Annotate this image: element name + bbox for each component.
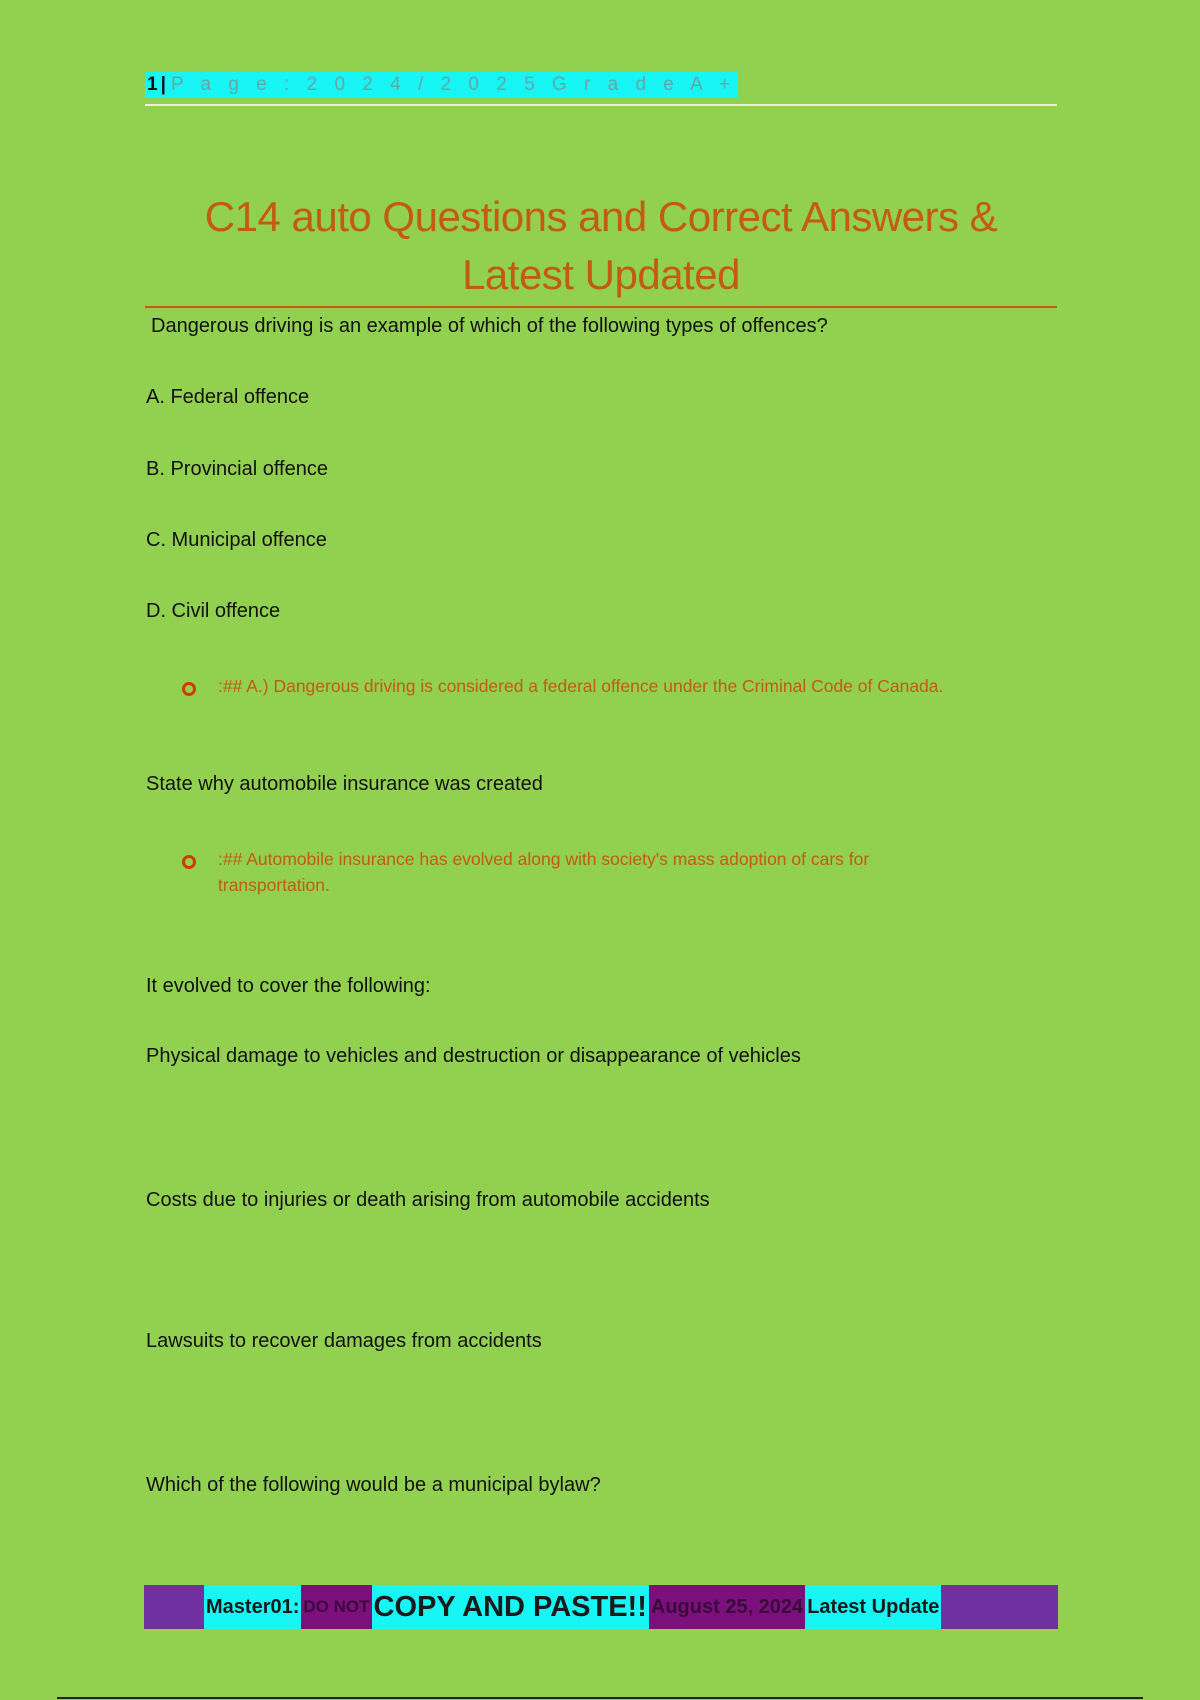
footer-content: [204, 1585, 941, 1629]
document-title-line-2: Latest Updated: [462, 251, 740, 298]
page-header: [145, 70, 1057, 106]
page-header-separator: |: [160, 74, 167, 95]
page-header-label: [145, 72, 738, 98]
page-header-text: P a g e : 2 0 2 4 / 2 0 2 5 G r a d e A +: [170, 74, 737, 95]
answer-bullet-icon: [182, 855, 196, 869]
document-title: [145, 188, 1057, 304]
option-a: A. Federal offence: [146, 386, 310, 408]
answer-2: [218, 846, 1058, 898]
footer-latest-update: Latest Update: [805, 1585, 941, 1629]
answer-bullet-icon: [182, 682, 196, 696]
footer-banner: [144, 1585, 1058, 1629]
question-2: State why automobile insurance was created: [146, 773, 543, 795]
option-d: D. Civil offence: [146, 600, 281, 622]
coverage-item: Costs due to injuries or death arising from automobile accidents: [146, 1189, 710, 1211]
footer-date: August 25, 2024: [649, 1585, 805, 1629]
footer-master: Master01:: [204, 1585, 301, 1629]
evolved-intro: It evolved to cover the following:: [146, 975, 431, 997]
answer-2-line-2: transportation.: [218, 875, 330, 895]
footer-do-not: DO NOT: [301, 1585, 371, 1629]
coverage-item: Lawsuits to recover damages from accidents: [146, 1330, 542, 1352]
document-title-line-1: C14 auto Questions and Correct Answers &: [204, 193, 998, 240]
question-3: Which of the following would be a municipal bylaw?: [146, 1474, 601, 1496]
option-c: C. Municipal offence: [146, 529, 327, 551]
question-1: Dangerous driving is an example of which of the following types of offences?: [151, 315, 828, 337]
option-b: B. Provincial offence: [146, 458, 328, 480]
page-bottom-divider: [57, 1697, 1143, 1699]
page-number: 1: [147, 74, 159, 95]
coverage-item: Physical damage to vehicles and destruction or disappearance of vehicles: [146, 1045, 801, 1067]
title-divider: [145, 306, 1057, 308]
answer-1: :## A.) Dangerous driving is considered a federal offence under the Criminal Code of Canada.: [218, 676, 944, 696]
footer-copy-paste: COPY AND PASTE!!: [372, 1585, 649, 1629]
answer-2-line-1: :## Automobile insurance has evolved along with society's mass adoption of cars for: [218, 849, 870, 869]
